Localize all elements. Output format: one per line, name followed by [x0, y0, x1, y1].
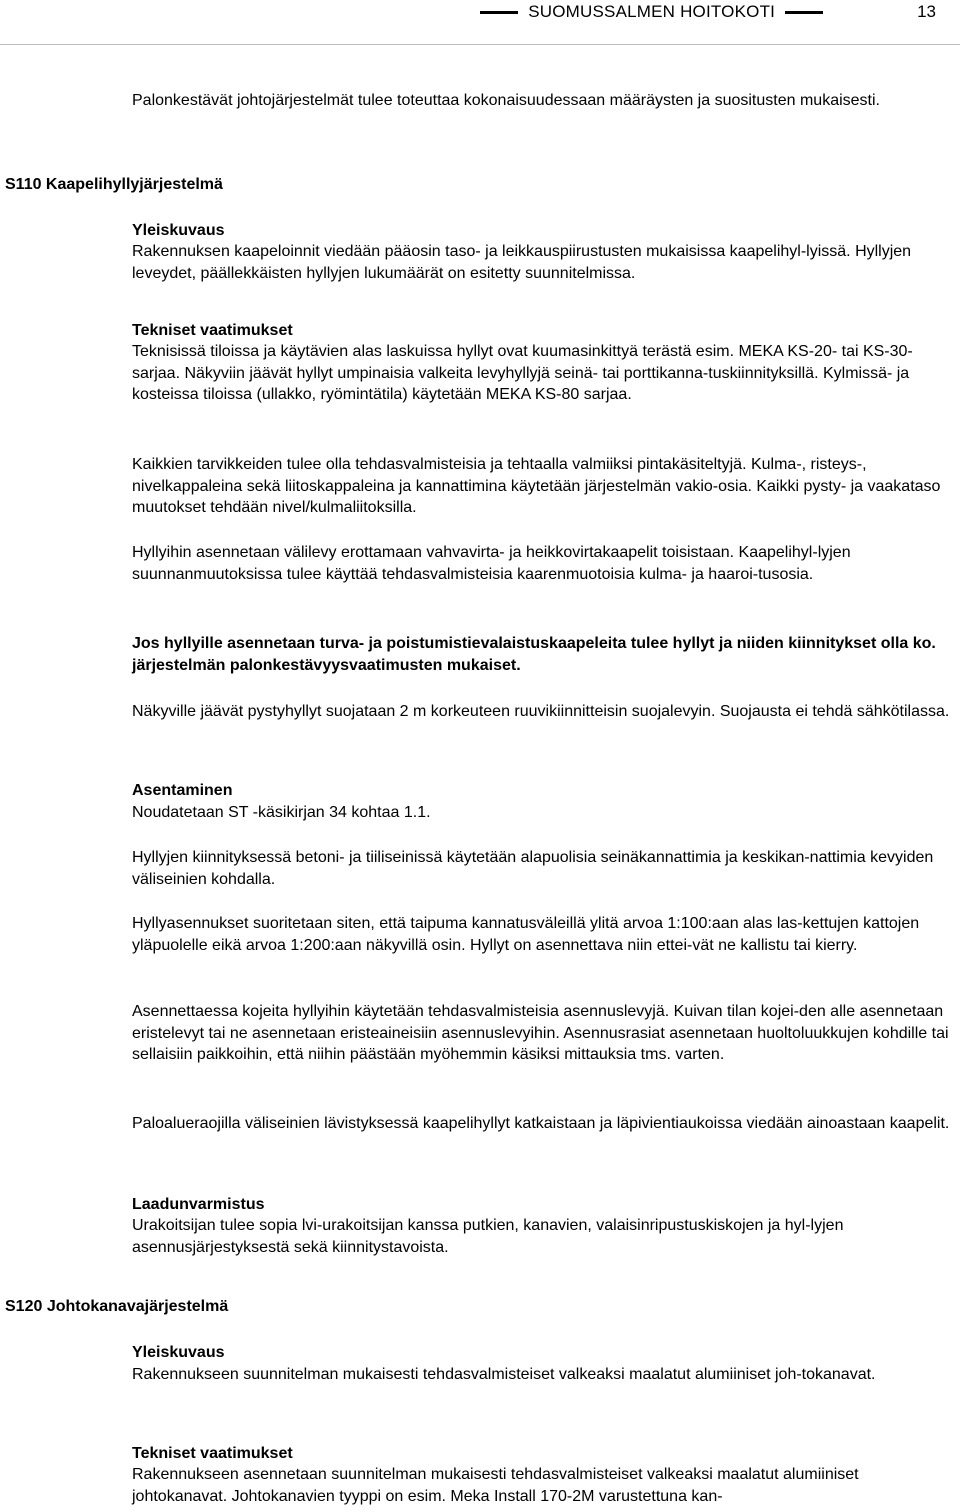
s110-asentaminen-heading: Asentaminen: [132, 782, 233, 799]
s110-laadunvarmistus-heading: Laadunvarmistus: [132, 1196, 265, 1213]
page-header: [0, 0, 960, 45]
section-title-s110: S110 Kaapelihyllyjärjestelmä: [5, 176, 223, 193]
intro-paragraph: Palonkestävät johtojärjestelmät tulee toteuttaa kokonaisuudessaan määräysten ja suositusten mukaisesti.: [132, 92, 880, 109]
s110-laadunvarmistus-text: Urakoitsijan tulee sopia lvi-urakoitsijan kanssa putkien, kanavien, valaisinripustuskiskojen ja hyl-lyjen asennusjärjestyksestä sekä kiinnitystavoista.: [132, 1217, 844, 1256]
s120-tekniset-text: Rakennukseen asennetaan suunnitelman mukaisesti tehdasvalmisteiset valkeaksi maalatut alumiiniset johtokanavat. Johtokanavien tyyppi on esim. Meka Install 170-2M varustettuna kan-: [132, 1466, 859, 1505]
s120-yleiskuvaus-heading: Yleiskuvaus: [132, 1344, 225, 1361]
s110-asentaminen-p5: Paloalueraojilla väliseinien lävistyksessä kaapelihyllyt katkaistaan ja läpivientiaukoissa viedään ainoastaan kaapelit.: [132, 1115, 950, 1132]
header-rule-right: [785, 11, 823, 14]
header-rule-left: [480, 11, 518, 14]
s120-tekniset-heading: Tekniset vaatimukset: [132, 1445, 293, 1462]
s110-tekniset-p2: Kaikkien tarvikkeiden tulee olla tehdasvalmisteisia ja tehtaalla valmiiksi pintakäsiteltyjä. Kulma-, risteys-, nivelkappaleina sekä liitoskappaleina ja kannattimina käytetään järjestelmän vakio-osia. Kaikki pysty- ja vaakataso muutokset tehdään nivel/kulmaliitoksilla.: [132, 456, 941, 517]
s110-asentaminen-p3: Hyllyasennukset suoritetaan siten, että taipuma kannatusväleillä ylitä arvoa 1:100:aan alas las-kettujen kattojen yläpuolelle eikä arvoa 1:200:aan näkyvillä osin. Hyllyt on asennettava niin ettei-vät ne kallistu tai kierry.: [132, 915, 920, 954]
s110-tekniset-heading: Tekniset vaatimukset: [132, 322, 293, 339]
s110-asentaminen-p2: Hyllyjen kiinnityksessä betoni- ja tiiliseinissä käytetään alapuolisia seinäkannattimia ja keskikan-nattimia kevyiden väliseinien kohdalla.: [132, 849, 934, 888]
header-title: SUOMUSSALMEN HOITOKOTI: [528, 2, 776, 21]
s110-asentaminen-p1: Noudatetaan ST -käsikirjan 34 kohtaa 1.1.: [132, 804, 431, 821]
section-title-s120: S120 Johtokanavajärjestelmä: [5, 1298, 229, 1315]
s110-tekniset-p3: Hyllyihin asennetaan välilevy erottamaan vahvavirta- ja heikkovirtakaapelit toisistaan. Kaapelihyl-lyjen suunnanmuutoksissa tulee käyttää tehdasvalmisteisia kaarenmuotoisia kulma- ja haaroi-tusosia.: [132, 544, 851, 583]
header-content: [480, 0, 936, 24]
s120-yleiskuvaus-text: Rakennukseen suunnitelman mukaisesti tehdasvalmisteiset valkeaksi maalatut alumiiniset joh-tokanavat.: [132, 1366, 876, 1383]
s110-tekniset-p1: Teknisissä tiloissa ja käytävien alas laskuissa hyllyt ovat kuumasinkittyä terästä esim. MEKA KS-20- tai KS-30-sarjaa. Näkyviin jäävät hyllyt umpinaisia valkeita levyhyllyjä seinä- tai porttikanna-tuskiinnityksillä. Kylmissä- ja kosteissa tiloissa (ullakko, ryömintätila) käytetään MEKA KS-80 sarjaa.: [132, 343, 913, 404]
s110-tekniset-bold-note: Jos hyllyille asennetaan turva- ja poistumistievalaistuskaapeleita tulee hyllyt ja niiden kiinnitykset olla ko. järjestelmän palonkestävyysvaatimusten mukaiset.: [132, 635, 936, 674]
s110-tekniset-p4: Näkyville jäävät pystyhyllyt suojataan 2 m korkeuteen ruuvikiinnitteisin suojalevyin. Suojausta ei tehdä sähkötilassa.: [132, 703, 950, 720]
s110-yleiskuvaus-text: Rakennuksen kaapeloinnit viedään pääosin taso- ja leikkauspiirustusten mukaisissa kaapelihyl-lyissä. Hyllyjen leveydet, päällekkäisten hyllyjen lukumäärät on esitetty suunnitelmissa.: [132, 243, 912, 282]
s110-yleiskuvaus-heading: Yleiskuvaus: [132, 222, 225, 239]
page-number: 13: [917, 2, 936, 21]
s110-asentaminen-p4: Asennettaessa kojeita hyllyihin käytetään tehdasvalmisteisia asennuslevyjä. Kuivan tilan kojei-den alle asennetaan eristelevyt tai ne asennetaan eristeaineisiin asennuslevyihin. Asennusrasiat asennetaan huoltoluukkujen kohdille tai sellaisiin paikkoihin, että niihin päästään myöhemmin käsiksi mittauksia tms. varten.: [132, 1003, 949, 1064]
